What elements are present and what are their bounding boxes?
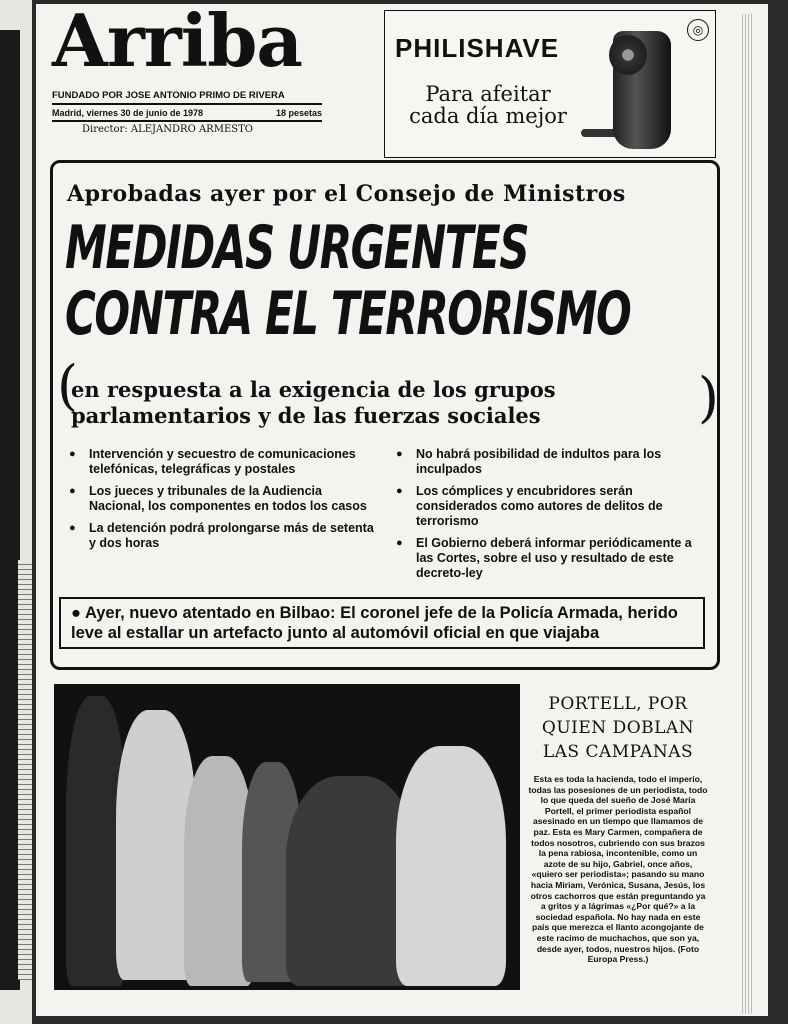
story-body: Esta es toda la hacienda, todo el imperio, todas las posesiones de un periodista, todo lo que queda del sueño de José María Portell, el primer periodista español asesinado en un tiempo que llamamos de paz. Esta es Mary Carmen, compañera de todos nosotros, cubriendo con sus brazos la pena rabiosa, incontenible, como un azote de su hijo, Gabriel, once años, «quiero ser periodista»; pasando su mano hacia Miriam, Verónica, Susana, Jesús, los otros cachorros que están preguntando ya a gritos y a lágrimas «¿Por qué?» a la sociedad española. No hay nada en este país que merezca el llanto acongojante de este racimo de muchachos, que son ya, desde ayer, todos, nuestros hijos. (Foto Europa Press.) (528, 774, 708, 965)
bullet-columns (67, 447, 707, 588)
lead-subhead: ( en respuesta a la exigencia de los grupos parlamentarios y de las fuerzas sociales ) (63, 377, 711, 429)
philishave-advertisement (384, 10, 716, 158)
philips-logo-icon: ◎ (687, 19, 709, 41)
lead-kicker: Aprobadas ayer por el Consejo de Ministros (67, 181, 626, 207)
founder-line: FUNDADO POR JOSE ANTONIO PRIMO DE RIVERA (52, 90, 322, 105)
story-headline: PORTELL, POR QUIEN DOBLAN LAS CAMPANAS (541, 694, 695, 762)
bullet-column-right (394, 447, 707, 588)
adjacent-page-text-column (18, 560, 32, 980)
lead-story-box (50, 160, 720, 670)
ad-slogan: Para afeitar cada día mejor (409, 82, 567, 128)
masthead (52, 4, 342, 154)
price: 18 pesetas (275, 108, 322, 118)
dateline: Madrid, viernes 30 de junio de 1978 (52, 108, 204, 118)
bullet-item: ● El Gobierno deberá informar periódicamente a las Cortes, sobre el uso y resultado de este decreto-ley (394, 536, 707, 581)
adjacent-page-photo (0, 30, 20, 990)
photo-figure-right (396, 746, 506, 986)
bullet-item: ● Los jueces y tribunales de la Audiencia Nacional, los componentes en todos los casos (67, 484, 380, 514)
bullet-item: ● Los cómplices y encubridores serán considerados como autores de delitos de terrorismo (394, 484, 707, 529)
family-photo (54, 684, 520, 990)
bilbao-callout: ● Ayer, nuevo atentado en Bilbao: El coronel jefe de la Policía Armada, herido leve al estallar un artefacto junto al automóvil oficial en que viajaba (59, 597, 705, 649)
shaver-head-image (609, 35, 647, 75)
bullet-item: ● Intervención y secuestro de comunicaciones telefónicas, telegráficas y postales (67, 447, 380, 477)
page-stack-edge (740, 14, 754, 1014)
bullet-item: ● La detención podrá prolongarse más de setenta y dos horas (67, 521, 380, 551)
headline-line-2: CONTRA EL TERRORISMO (65, 279, 631, 349)
lead-headline (65, 213, 631, 349)
director-line: Director: ALEJANDRO ARMESTO (82, 124, 253, 135)
headline-line-1: MEDIDAS URGENTES (65, 213, 529, 283)
ad-brand: PHILISHAVE (395, 33, 560, 63)
dateline-row (52, 108, 322, 122)
newspaper-front-page (36, 4, 768, 1016)
portell-story (528, 692, 708, 965)
bullet-column-left (67, 447, 380, 588)
adjacent-page-edge (0, 0, 32, 1024)
newspaper-title: Arriba (52, 4, 303, 83)
bullet-item: ● No habrá posibilidad de indultos para los inculpados (394, 447, 707, 477)
